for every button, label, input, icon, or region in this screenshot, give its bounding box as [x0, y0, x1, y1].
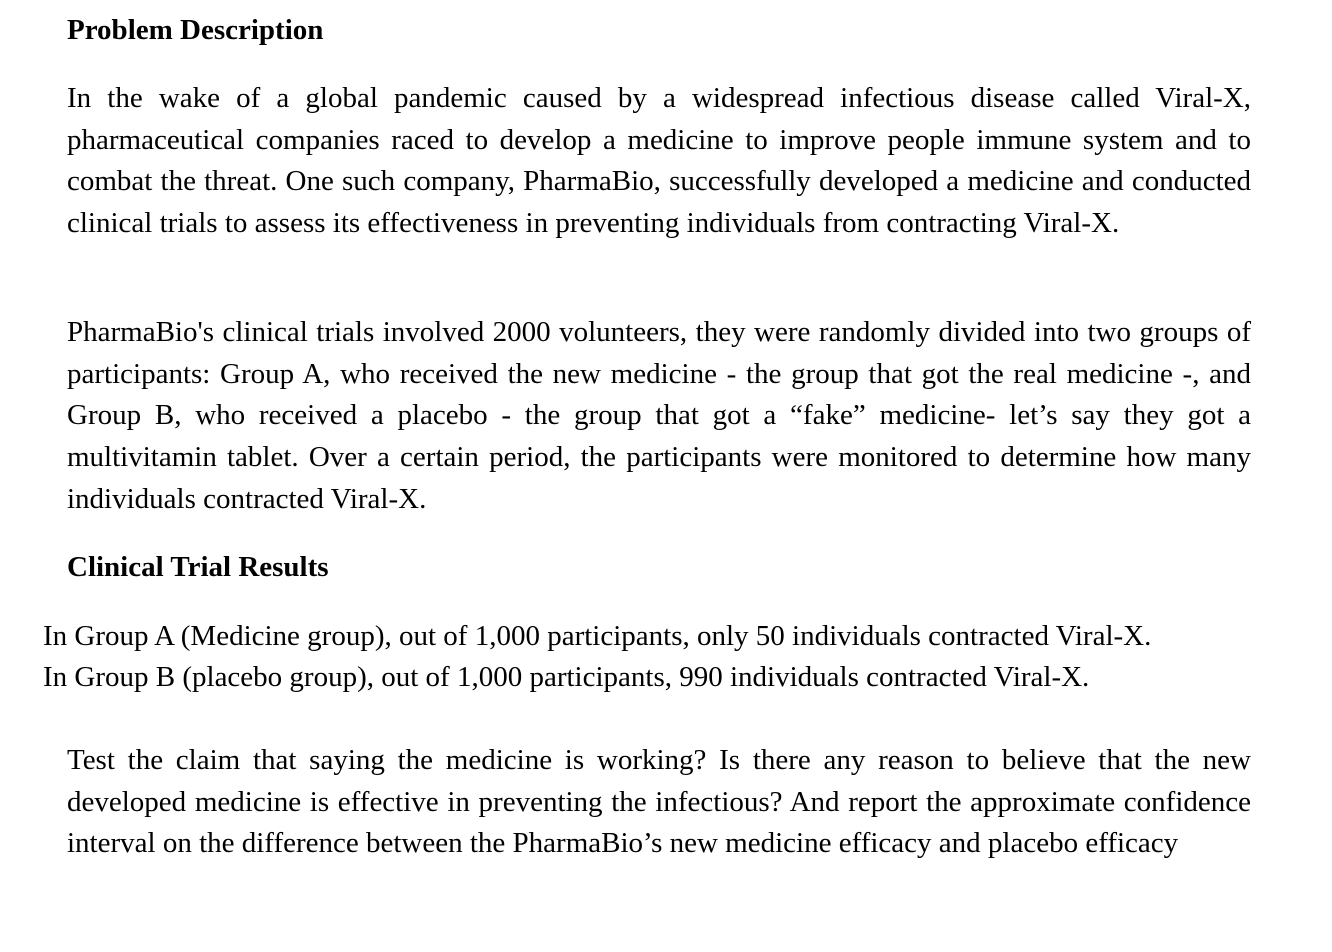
question-paragraph: Test the claim that saying the medicine is working? Is there any reason to believe that the new developed medicine is effective in preventing the infectious? And report the approximate confidence interval on the difference between the PharmaBio’s new medicine efficacy and placebo efficacy [67, 744, 1251, 860]
result-group-a: In Group A (Medicine group), out of 1,000 participants, only 50 individuals contracted Viral-X. [43, 620, 1152, 652]
problem-paragraph-1: In the wake of a global pandemic caused by a widespread infectious disease called Viral-X, pharmaceutical companies raced to develop a medicine to improve people immune system and to combat the threat. One such company, PharmaBio, successfully developed a medicine and conducted clinical trials to assess its effectiveness in preventing individuals from contracting Viral-X. [67, 82, 1251, 240]
problem-paragraph-2: PharmaBio's clinical trials involved 2000 volunteers, they were randomly divided into two groups of participants: Group A, who received the new medicine - the group that got the real medicine -, and Group B, who received a placebo - the group that got a “fake” medicine- let’s say they got a multivitamin tablet. Over a certain period, the participants were monitored to determine how many individuals contracted Viral-X. [67, 316, 1251, 515]
result-group-b: In Group B (placebo group), out of 1,000 participants, 990 individuals contracted Viral-X. [43, 661, 1090, 693]
clinical-results-heading: Clinical Trial Results [67, 551, 329, 583]
results-list [43, 616, 1303, 698]
problem-description-heading: Problem Description [67, 14, 324, 46]
